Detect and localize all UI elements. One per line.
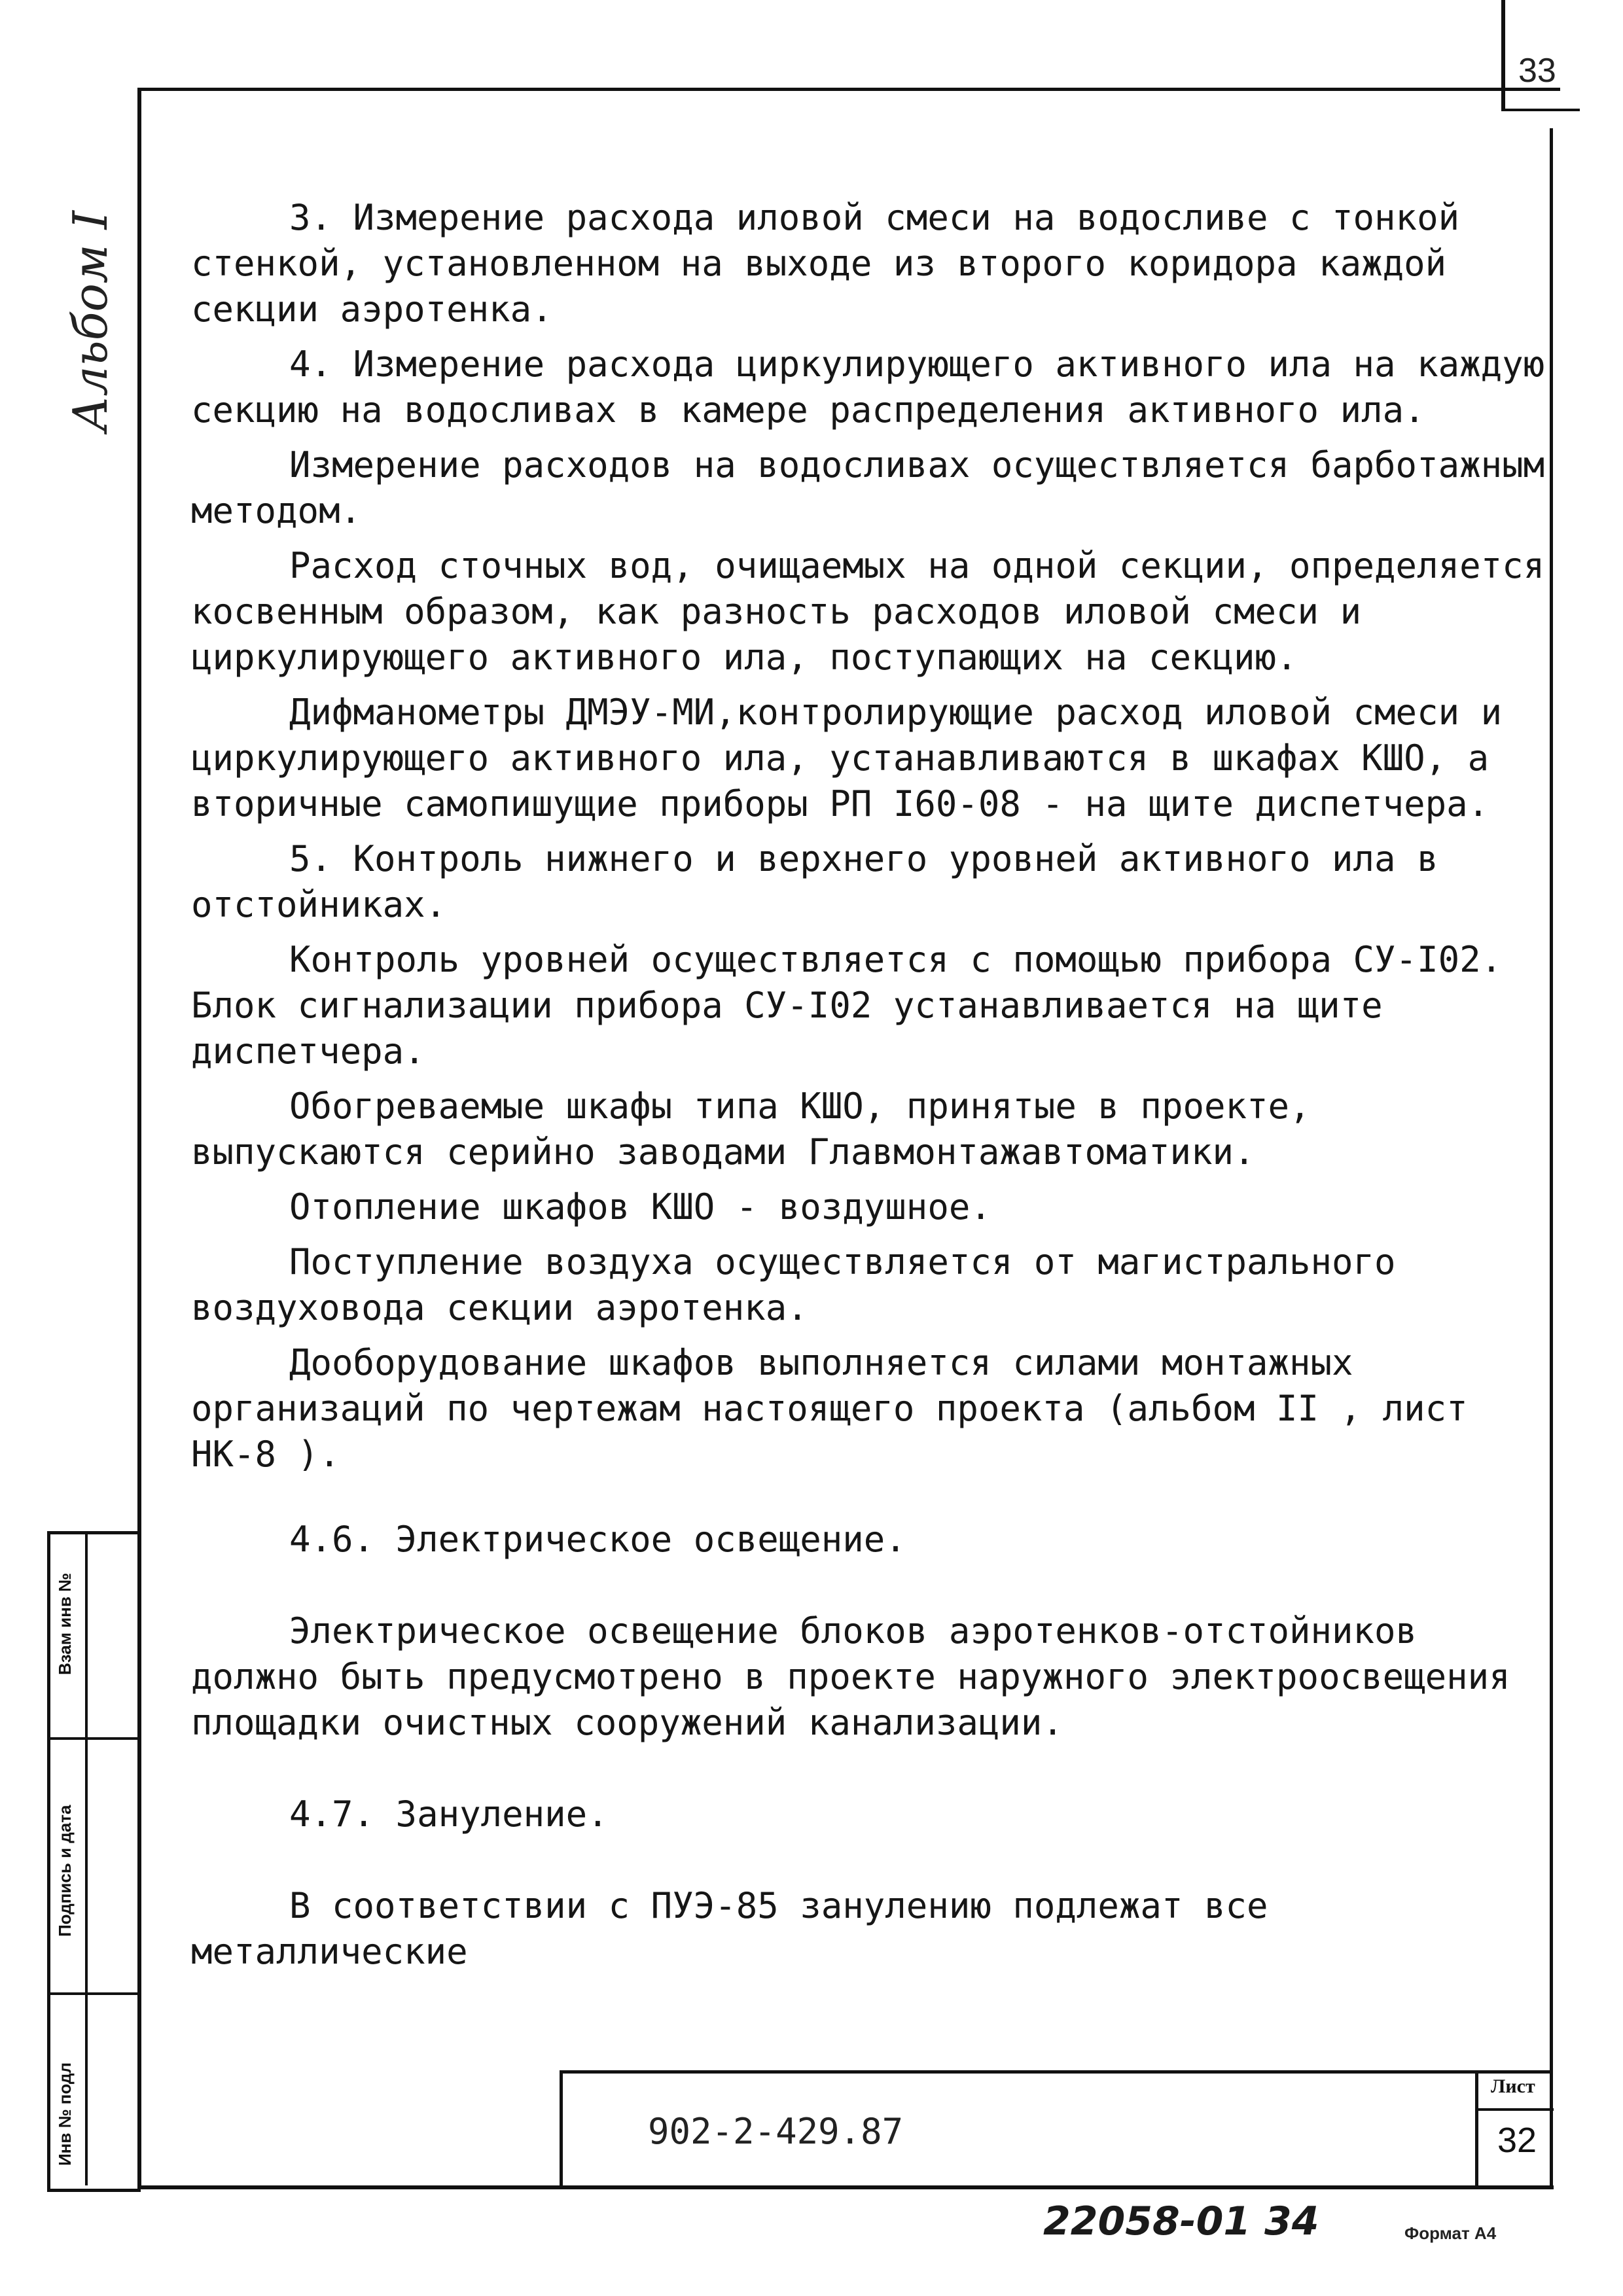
frame-bottom-border <box>137 2185 1554 2189</box>
side-stamp-replace-inv: Взам инв № <box>55 1572 75 1675</box>
title-block-sheet-rule <box>1475 2108 1554 2111</box>
paragraph-measurement-method: Измерение расходов на водосливах осуществляется барботажным методом. <box>191 444 1545 531</box>
paragraph-wastewater-flow: Расход сточных вод, очищаемых на одной секции, определяется косвенным образом, как разность расходов иловой смеси и циркулирующего активного ила, поступающих на секцию. <box>191 545 1545 678</box>
title-block-divider <box>1475 2070 1478 2188</box>
side-stamp-rule-1 <box>47 1737 137 1740</box>
album-mark: Альбом I <box>63 211 118 432</box>
paragraph-item-3: 3. Измерение расхода иловой смеси на водосливе с тонкой стенкой, установленном на выходе из второго коридора каждой секции аэротенка. <box>191 197 1460 330</box>
title-block-top <box>560 2070 1552 2074</box>
section-heading-grounding: 4.7. Зануление. <box>289 1793 609 1835</box>
side-stamp-signature-date: Подпись и дата <box>55 1805 75 1937</box>
frame-right-border <box>1550 128 1553 2188</box>
side-stamp-divider <box>85 1531 88 2185</box>
paragraph-level-control: Контроль уровней осуществляется с помощью прибора СУ-I02. Блок сигнализации прибора СУ-I02 устанавливается на щите диспетчера. <box>191 939 1503 1072</box>
paragraph-lighting: Электрическое освещение блоков аэротенков-отстойников должно быть предусмотрено в проекте наружного электроосвещения площадки очистных сооружений канализации. <box>191 1610 1510 1743</box>
document-code: 902-2-429.87 <box>648 2111 904 2152</box>
paragraph-grounding: В соответствии с ПУЭ-85 занулению подлежат все металлические <box>191 1885 1268 1972</box>
paragraph-item-4: 4. Измерение расхода циркулирующего активного ила на каждую секцию на водосливах в камере распределения активного ила. <box>191 344 1545 431</box>
frame-top-border <box>139 88 1560 91</box>
paragraph-additional-equipment: Дооборудование шкафов выполняется силами монтажных организаций по чертежам настоящего проекта (альбом II , лист НК-8 ). <box>191 1342 1468 1475</box>
page-number-divider <box>1501 0 1505 111</box>
document-body <box>191 195 1548 1975</box>
paragraph-cabinet-heating: Отопление шкафов КШО - воздушное. <box>289 1186 991 1227</box>
sheet-number: 32 <box>1497 2121 1537 2160</box>
paragraph-air-supply: Поступление воздуха осуществляется от магистрального воздуховода секции аэротенка. <box>191 1241 1396 1328</box>
inventory-number: 22058-01 34 <box>1043 2199 1319 2244</box>
paragraph-heated-cabinets: Обогреваемые шкафы типа КШО, принятые в проекте, выпускаются серийно заводами Главмонтажавтоматики. <box>191 1086 1311 1173</box>
side-stamp-inventory: Инв № подл <box>55 2062 75 2166</box>
side-stamp-rule-2 <box>47 1992 137 1995</box>
page-number: 33 <box>1518 52 1556 90</box>
section-heading-lighting: 4.6. Электрическое освещение. <box>289 1519 906 1560</box>
paragraph-item-5: 5. Контроль нижнего и верхнего уровней активного ила в отстойниках. <box>191 838 1438 925</box>
paragraph-manometers: Дифманометры ДМЭУ-МИ,контролирующие расход иловой смеси и циркулирующего активного ила, устанавливаются в шкафах КШО, а вторичные самопишущие приборы РП I60-08 - на щите диспетчера. <box>191 692 1503 824</box>
format-label: Формат А4 <box>1404 2223 1497 2243</box>
page-number-underline <box>1501 109 1580 111</box>
title-block-left <box>560 2070 563 2188</box>
sheet-label: Лист <box>1491 2075 1535 2097</box>
